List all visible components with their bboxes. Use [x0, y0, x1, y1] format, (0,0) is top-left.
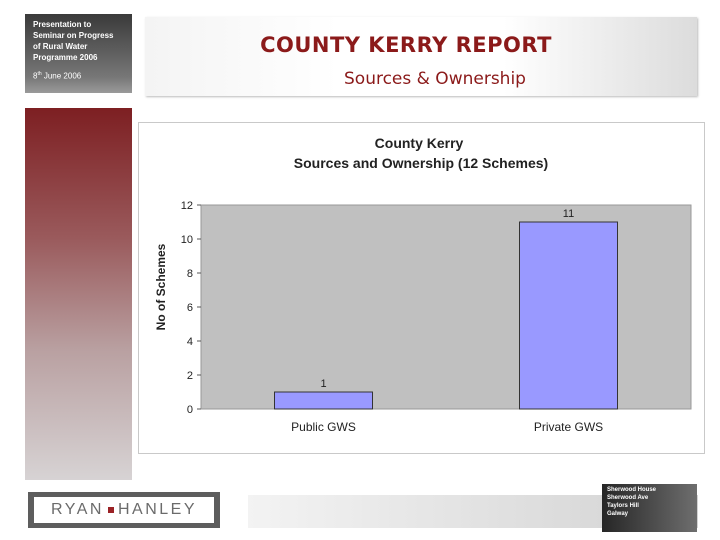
date-suffix: th [37, 71, 42, 77]
y-tick-label: 2 [186, 370, 193, 382]
header-band [145, 17, 697, 96]
address-line-3: Taylors Hill [607, 503, 639, 509]
data-label: 11 [562, 208, 575, 220]
decorative-gradient-column [25, 108, 132, 480]
y-tick-label: 6 [186, 302, 193, 314]
chart-subtitle: Sources and Ownership (12 Schemes) [293, 155, 549, 171]
bar [275, 392, 373, 409]
address-line-1: Sherwood House [607, 487, 657, 493]
presentation-info-box [25, 14, 132, 93]
y-tick-label: 4 [186, 336, 193, 348]
y-tick-label: 0 [186, 404, 193, 416]
page-title: COUNTY KERRY REPORT [260, 33, 552, 57]
ryan-hanley-logo [28, 492, 220, 528]
page-subtitle: Sources & Ownership [344, 69, 526, 89]
x-tick-label: Public GWS [291, 420, 356, 434]
info-line-2: Seminar on Progress [33, 31, 114, 40]
logo-text-left: RYAN [50, 501, 104, 518]
y-axis-label: No of Schemes [154, 243, 168, 331]
info-line-4: Programme 2006 [33, 53, 98, 62]
chart-title: County Kerry [374, 135, 464, 151]
address-line-2: Sherwood Ave [607, 495, 649, 501]
presentation-date [33, 69, 132, 82]
bar-chart [139, 123, 704, 453]
info-line-3: of Rural Water [33, 42, 88, 51]
logo-text-right: HANLEY [117, 501, 197, 518]
date-day: 8 [33, 71, 38, 81]
info-line-1: Presentation to [33, 20, 92, 29]
address-box [602, 484, 697, 532]
logo-plate [34, 497, 214, 523]
y-tick-label: 10 [180, 234, 193, 246]
data-label: 1 [320, 378, 327, 390]
date-rest: June 2006 [41, 71, 82, 81]
y-tick-label: 12 [180, 200, 193, 212]
chart-area [138, 122, 705, 454]
logo-square [108, 507, 114, 513]
bar [520, 222, 618, 409]
y-tick-label: 8 [186, 268, 193, 280]
address-line-4: Galway [607, 511, 629, 517]
x-tick-label: Private GWS [533, 420, 604, 434]
